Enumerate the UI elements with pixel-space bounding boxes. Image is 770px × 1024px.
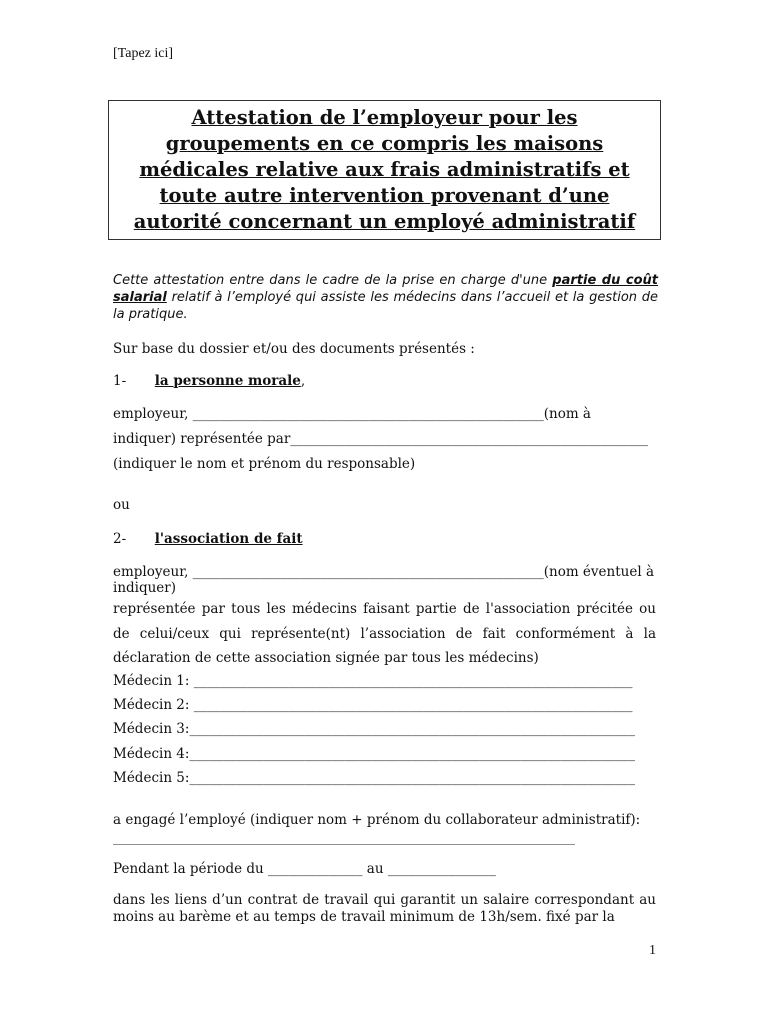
option1-suffix: , xyxy=(300,373,306,389)
medecin-1-line: Médecin 1: _________________________________________________________________ xyxy=(113,673,633,689)
intro-text-before: Cette attestation entre dans le cadre de la prise en charge d'une xyxy=(113,273,553,288)
option2-number: 2- xyxy=(113,531,127,547)
sur-base-text: Sur base du dossier et/ou des documents présentés : xyxy=(113,341,475,357)
medecin-2-line: Médecin 2: _________________________________________________________________ xyxy=(113,697,633,713)
engage-line: a engagé l’employé (indiquer nom + prénom du collaborateur administratif): xyxy=(113,812,641,828)
medecin-5-line: Médecin 5:__________________________________________________________________ xyxy=(113,770,635,786)
option1-heading xyxy=(113,373,305,390)
engage-blank: _____________________________________________________________________________ xyxy=(113,831,575,845)
option1-note: (indiquer le nom et prénom du responsable) xyxy=(113,456,416,472)
intro-paragraph xyxy=(113,272,658,323)
option1-number: 1- xyxy=(113,373,127,389)
ou-text: ou xyxy=(113,497,130,513)
option1-label: la personne morale xyxy=(154,373,301,389)
option2-employeur-line: employeur, ____________________________________________________(nom éventuel à xyxy=(113,564,654,580)
document-title: Attestation de l’employeur pour les groupements en ce compris les maisons médicales relative aux frais administratifs et toute autre intervention provenant d’une autorité concernant un employé administratif xyxy=(133,106,636,233)
intro-emphasis: partie du coût salarial xyxy=(113,273,658,305)
medecin-3-line: Médecin 3:__________________________________________________________________ xyxy=(113,721,635,737)
option2-paragraph: représentée par tous les médecins faisant partie de l'association précitée ou de celui/ceux qui représente(nt) l’association de fait conformément à la déclaration de cette association signée par tous les médecins) xyxy=(113,601,656,666)
title-box xyxy=(108,100,661,240)
page-number: 1 xyxy=(649,943,656,958)
option2-heading xyxy=(113,531,303,548)
option2-indiquer: indiquer) xyxy=(113,580,177,596)
header-placeholder: [Tapez ici] xyxy=(113,46,174,61)
intro-text-after: relatif à l’employé qui assiste les médecins dans l’accueil et la gestion de la pratique. xyxy=(113,290,658,322)
medecin-4-line: Médecin 4:__________________________________________________________________ xyxy=(113,746,635,762)
option2-label: l'association de fait xyxy=(154,531,303,547)
periode-line: Pendant la période du ______________ au ________________ xyxy=(113,861,496,877)
option1-employeur-line: employeur, ____________________________________________________(nom à xyxy=(113,406,591,422)
option1-represented-line: indiquer) représentée par_____________________________________________________ xyxy=(113,431,649,447)
contrat-paragraph: dans les liens d’un contrat de travail qui garantit un salaire correspondant au moins au barème et au temps de travail minimum de 13h/sem. fixé par la xyxy=(113,892,656,925)
